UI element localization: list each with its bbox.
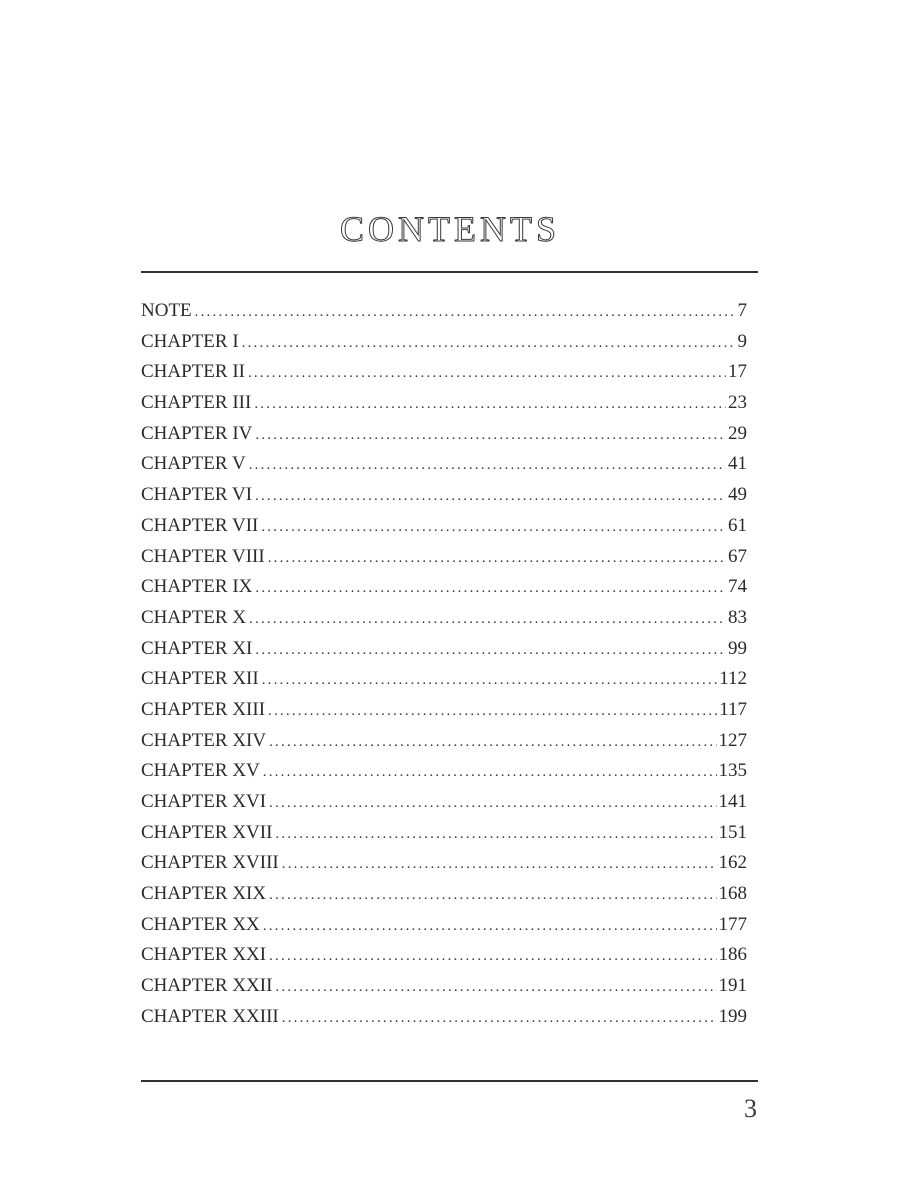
toc-entry-page: 9 (737, 330, 747, 352)
page-title: CONTENTS (340, 209, 560, 249)
toc-entry-page: 199 (718, 1005, 747, 1027)
toc-entry[interactable] (141, 787, 747, 818)
toc-entry-page: 67 (728, 545, 747, 567)
toc-entry-page: 141 (718, 791, 747, 812)
toc-entry[interactable] (141, 971, 747, 1002)
dot-leader (255, 573, 726, 603)
toc-entry-page: 29 (728, 422, 747, 444)
toc-entry[interactable] (141, 511, 747, 542)
dot-leader (242, 328, 736, 358)
dot-leader (282, 849, 717, 879)
toc-entry[interactable] (141, 419, 747, 450)
toc-entry-label: CHAPTER XXIII (141, 1005, 279, 1027)
dot-leader (248, 358, 726, 388)
page-number: 3 (744, 1094, 757, 1123)
dot-leader (255, 420, 726, 450)
toc-entry-label: CHAPTER VII (141, 514, 259, 536)
toc-entry-label: CHAPTER VI (141, 484, 253, 506)
toc-entry-label: CHAPTER XIII (141, 698, 266, 720)
toc-entry-label: CHAPTER XXII (141, 975, 273, 997)
toc-entry-label: CHAPTER VIII (141, 545, 265, 567)
top-divider (141, 271, 758, 273)
toc-entry-label: CHAPTER V (141, 453, 246, 475)
toc-entry-label: CHAPTER XIV (141, 729, 267, 751)
toc-entry[interactable] (141, 327, 747, 358)
toc-entry-label: CHAPTER XX (141, 913, 260, 935)
dot-leader (268, 696, 717, 726)
table-of-contents (141, 296, 747, 1033)
toc-entry[interactable] (141, 910, 747, 941)
toc-entry-label: CHAPTER XVIII (141, 852, 279, 874)
toc-entry-label: CHAPTER XII (141, 668, 259, 690)
toc-entry-page: 151 (718, 821, 747, 843)
dot-leader (195, 297, 736, 327)
dot-leader (282, 1003, 717, 1033)
dot-leader (255, 481, 726, 511)
toc-entry-label: CHAPTER I (141, 330, 239, 352)
dot-leader (269, 880, 716, 910)
toc-entry-page: 177 (718, 913, 747, 935)
toc-entry-page: 162 (718, 852, 747, 874)
toc-entry-page: 186 (718, 944, 747, 966)
toc-entry-page: 99 (728, 637, 747, 659)
toc-entry[interactable] (141, 818, 747, 849)
dot-leader (269, 788, 716, 818)
bottom-divider (141, 1080, 758, 1082)
toc-entry-page: 135 (718, 760, 747, 782)
toc-entry-page: 7 (737, 300, 747, 321)
dot-leader (254, 389, 726, 419)
toc-entry-page: 61 (728, 514, 747, 536)
toc-entry[interactable] (141, 879, 747, 910)
toc-entry[interactable] (141, 664, 747, 695)
dot-leader (275, 819, 716, 849)
toc-entry[interactable] (141, 572, 747, 603)
dot-leader (262, 665, 718, 695)
toc-entry[interactable] (141, 848, 747, 879)
toc-entry-label: CHAPTER IV (141, 422, 253, 444)
dot-leader (275, 972, 716, 1002)
toc-entry-page: 191 (718, 975, 747, 997)
toc-entry[interactable] (141, 449, 747, 480)
toc-entry-label: CHAPTER XVII (141, 821, 273, 843)
dot-leader (263, 911, 717, 941)
toc-entry[interactable] (141, 940, 747, 971)
toc-entry-label: CHAPTER II (141, 361, 245, 383)
toc-entry-label: NOTE (141, 300, 192, 321)
toc-entry-label: CHAPTER X (141, 606, 247, 628)
toc-entry[interactable] (141, 695, 747, 726)
toc-entry[interactable] (141, 726, 747, 757)
toc-entry[interactable] (141, 388, 747, 419)
toc-entry-page: 17 (728, 361, 747, 383)
toc-entry-label: CHAPTER III (141, 392, 252, 414)
dot-leader (263, 757, 717, 787)
toc-entry-label: CHAPTER IX (141, 576, 253, 598)
dot-leader (255, 635, 726, 665)
toc-entry-label: CHAPTER XI (141, 637, 253, 659)
toc-entry[interactable] (141, 1002, 747, 1033)
toc-entry[interactable] (141, 296, 747, 327)
toc-entry-page: 41 (728, 453, 747, 475)
dot-leader (249, 450, 726, 480)
toc-entry[interactable] (141, 634, 747, 665)
toc-entry[interactable] (141, 357, 747, 388)
toc-entry-label: CHAPTER XVI (141, 791, 267, 812)
dot-leader (268, 543, 726, 573)
toc-entry-label: CHAPTER XV (141, 760, 260, 782)
toc-entry-page: 127 (718, 729, 747, 751)
toc-entry[interactable] (141, 756, 747, 787)
dot-leader (249, 604, 726, 634)
dot-leader (269, 941, 716, 971)
toc-entry-page: 168 (718, 883, 747, 905)
dot-leader (261, 512, 726, 542)
dot-leader (269, 727, 716, 757)
toc-entry-label: CHAPTER XIX (141, 883, 267, 905)
toc-entry[interactable] (141, 480, 747, 511)
toc-entry[interactable] (141, 542, 747, 573)
toc-entry-page: 49 (728, 484, 747, 506)
toc-entry-page: 74 (728, 576, 747, 598)
toc-entry-page: 83 (728, 606, 747, 628)
toc-entry-page: 23 (728, 392, 747, 414)
toc-entry-label: CHAPTER XXI (141, 944, 267, 966)
toc-entry-page: 112 (719, 668, 747, 690)
toc-entry-page: 117 (719, 698, 747, 720)
toc-entry[interactable] (141, 603, 747, 634)
